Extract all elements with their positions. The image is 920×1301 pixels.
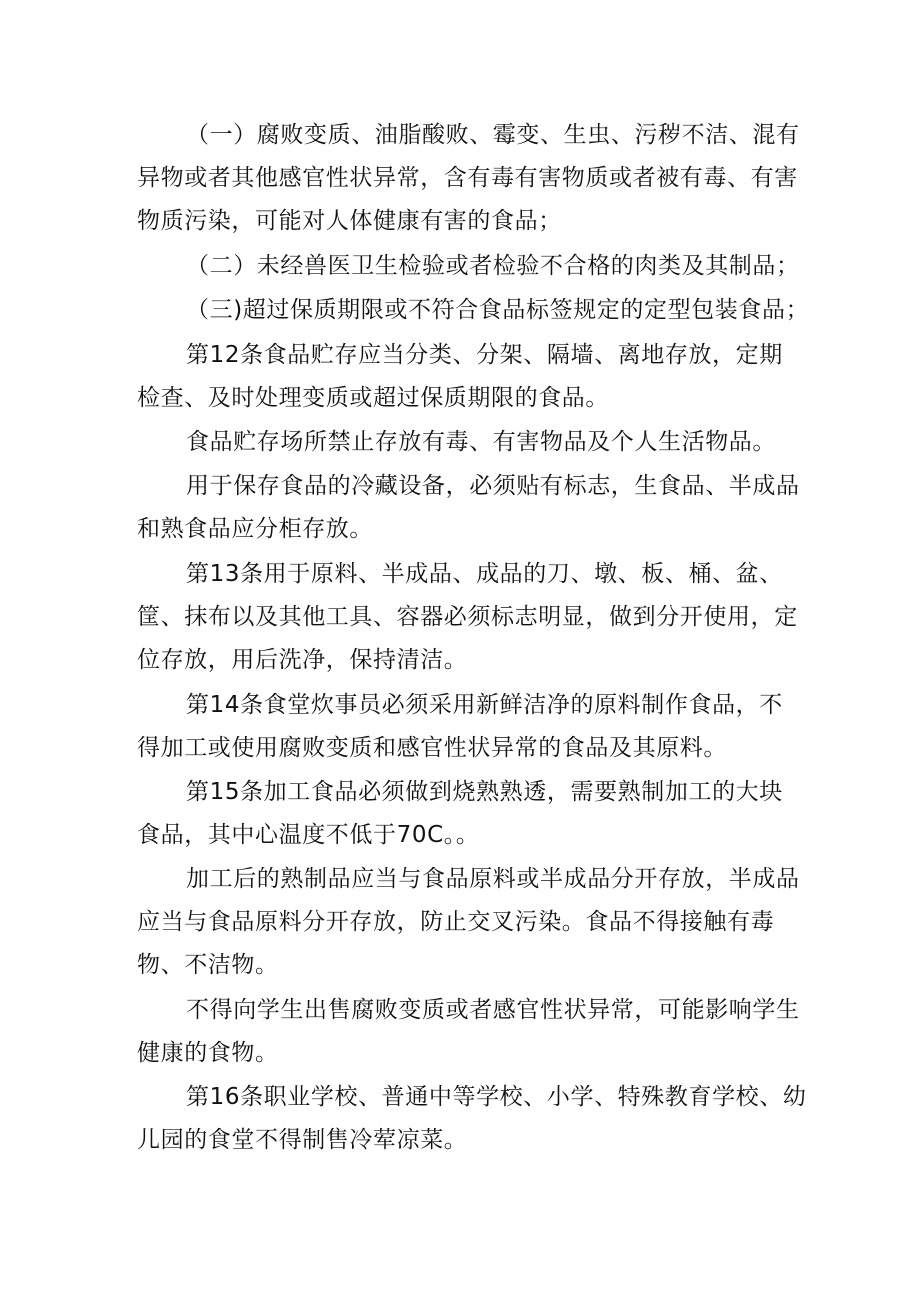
text-line: 用于保存食品的冷藏设备，必须贴有标志，生食品、半成品 xyxy=(186,473,800,499)
text-line: （三)超过保质期限或不符合食品标签规定的定型包装食品； xyxy=(186,297,810,323)
text-line: 得加工或使用腐败变质和感官性状异常的食品及其原料。 xyxy=(137,735,727,761)
text-line: 食品，其中心温度不低于70C。。 xyxy=(137,822,480,848)
text-line: 应当与食品原料分开存放，防止交叉污染。食品不得接触有毒 xyxy=(137,909,775,935)
text-line: 儿园的食堂不得制售冷荤凉菜。 xyxy=(137,1127,468,1153)
text-line: 筐、抹布以及其他工具、容器必须标志明显，做到分开使用，定 xyxy=(137,604,798,630)
text-line: （二）未经兽医卫生检验或者检验不合格的肉类及其制品； xyxy=(186,253,800,279)
text-line: 检查、及时处理变质或超过保质期限的食品。 xyxy=(137,385,609,411)
text-line: 第15条加工食品必须做到烧熟熟透，需要熟制加工的大块 xyxy=(186,779,783,805)
text-line: 食品贮存场所禁止存放有毒、有害物品及个人生活物品。 xyxy=(186,429,776,455)
text-line: 不得向学生出售腐败变质或者感官性状异常，可能影响学生 xyxy=(186,997,800,1023)
text-line: 第13条用于原料、半成品、成品的刀、墩、板、桶、盆、 xyxy=(186,561,783,587)
text-line: 第14条食堂炊事员必须采用新鲜洁净的原料制作食品，不 xyxy=(186,692,783,718)
text-line: 物、不洁物。 xyxy=(137,952,279,978)
text-line: 异物或者其他感官性状异常，含有毒有害物质或者被有毒、有害 xyxy=(137,165,798,191)
text-line: （一）腐败变质、油脂酸败、霉变、生虫、污秽不洁、混有 xyxy=(186,122,800,148)
text-line: 和熟食品应分柜存放。 xyxy=(137,516,373,542)
text-line: 位存放，用后洗净，保持清洁。 xyxy=(137,647,468,673)
text-line: 第12条食品贮存应当分类、分架、隔墙、离地存放，定期 xyxy=(186,342,783,368)
text-line: 物质污染，可能对人体健康有害的食品； xyxy=(137,208,562,234)
text-line: 第16条职业学校、普通中等学校、小学、特殊教育学校、幼 xyxy=(186,1084,807,1110)
text-line: 加工后的熟制品应当与食品原料或半成品分开存放，半成品 xyxy=(186,866,800,892)
text-line: 健康的食物。 xyxy=(137,1040,279,1066)
